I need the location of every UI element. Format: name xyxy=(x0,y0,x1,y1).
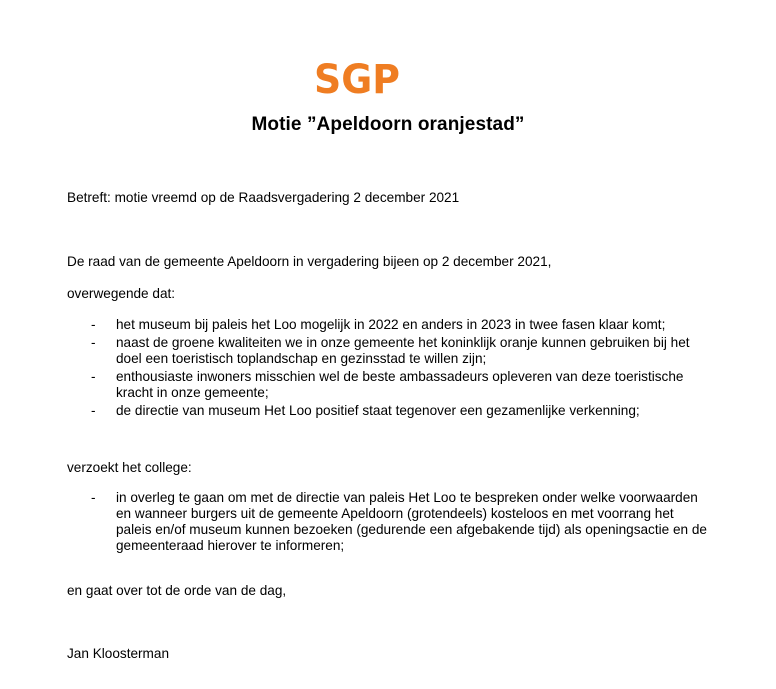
list-item xyxy=(67,317,707,333)
list-item xyxy=(67,335,707,367)
list-item-text: de directie van museum Het Loo positief staat tegenover een gezamenlijke verkenning; xyxy=(116,403,640,418)
bullet-dash: - xyxy=(91,335,96,350)
bullet-dash: - xyxy=(91,317,96,332)
considerations-list xyxy=(67,317,707,421)
sgp-logo-mark xyxy=(313,58,401,98)
page-title: Motie ”Apeldoorn oranjestad” xyxy=(251,114,525,135)
list-item-text: naast de groene kwaliteiten we in onze gemeente het koninklijk oranje kunnen gebruiken bij het doel een toeristisch toplandschap en gezinsstad te willen zijn; xyxy=(116,335,690,366)
list-item xyxy=(67,369,707,401)
bullet-dash: - xyxy=(91,490,96,505)
list-item xyxy=(67,490,707,554)
considering-heading: overwegende dat: xyxy=(67,286,176,301)
list-item-text: het museum bij paleis het Loo mogelijk in 2022 en anders in 2023 in twee fasen klaar komt; xyxy=(116,317,666,332)
signature-name: Jan Kloosterman xyxy=(67,646,170,661)
request-heading: verzoekt het college: xyxy=(67,460,192,475)
list-item-text: in overleg te gaan om met de directie van paleis Het Loo te bespreken onder welke voorwaarden en wanneer burgers uit de gemeente Apeldoorn (grotendeels) kosteloos en met voorrang het paleis en/of museum kunnen bezoeken (gedurende een afgebakende tijd) als openingsactie en de gemeenteraad hierover te informeren; xyxy=(116,490,707,553)
requests-list xyxy=(67,490,707,556)
closing-line: en gaat over tot de orde van de dag, xyxy=(67,583,287,598)
bullet-dash: - xyxy=(91,369,96,384)
list-item xyxy=(67,403,707,419)
subject-line: Betreft: motie vreemd op de Raadsvergadering 2 december 2021 xyxy=(67,190,460,205)
intro-paragraph: De raad van de gemeente Apeldoorn in vergadering bijeen op 2 december 2021, xyxy=(67,254,552,269)
sgp-logo xyxy=(313,58,401,98)
list-item-text: enthousiaste inwoners misschien wel de beste ambassadeurs opleveren van deze toeristische kracht in onze gemeente; xyxy=(116,369,684,400)
bullet-dash: - xyxy=(91,403,96,418)
sgp-logo-text: SGP xyxy=(314,58,400,98)
